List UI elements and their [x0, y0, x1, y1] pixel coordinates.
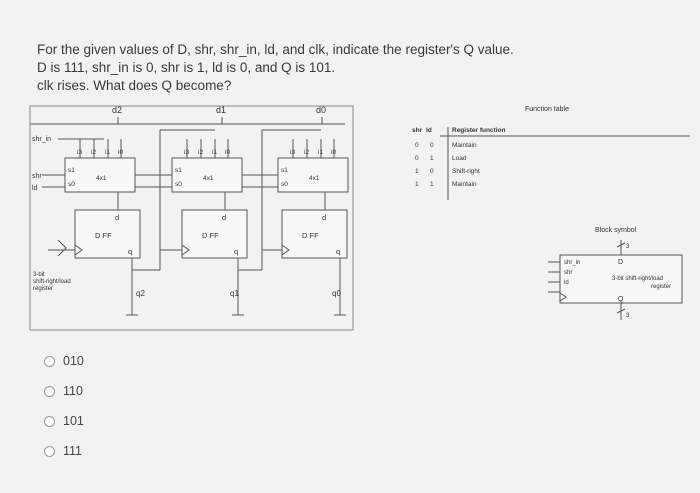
d0-label: d0	[316, 105, 327, 115]
option-label: 111	[63, 444, 83, 458]
mux1-s0: s0	[175, 181, 182, 188]
block-symbol-title: Block symbol	[595, 227, 637, 234]
shr-in-label: shr_in	[32, 136, 52, 143]
option-111[interactable]	[44, 444, 82, 458]
q2-label: q2	[136, 289, 145, 298]
q0-label: q0	[332, 289, 341, 298]
block-input-shr: shr	[564, 270, 573, 276]
mux1-i1: i1	[212, 149, 218, 156]
ft-r2-fn: Shift-right	[452, 168, 480, 175]
ft-header-shr: shr	[412, 127, 423, 134]
question-line-1: For the given values of D, shr, shr_in, ld, and clk, indicate the register's Q value.	[37, 42, 514, 57]
dff0-q: q	[336, 247, 341, 256]
caption-line-1: 3-bit	[33, 272, 45, 278]
d1-label: d1	[216, 105, 227, 115]
ft-header-ld: ld	[426, 127, 432, 134]
mux2-i3: i3	[77, 149, 83, 156]
mux0-i3: i3	[290, 149, 296, 156]
mux1-name: 4x1	[203, 175, 214, 182]
block-label-2: register	[651, 284, 672, 290]
mux2-i2: i2	[91, 149, 97, 156]
block-bottom-bus: 3	[626, 313, 630, 319]
ft-r3-fn: Maintain	[452, 181, 477, 188]
option-label: 101	[63, 414, 84, 428]
mux2-s0: s0	[68, 181, 75, 188]
block-label-1: 3-bit shift-right/load	[612, 276, 664, 282]
mux2-i1: i1	[105, 149, 111, 156]
ft-r3-shr: 1	[415, 181, 419, 188]
mux0-i1: i1	[318, 149, 324, 156]
ft-r1-shr: 0	[415, 155, 419, 162]
block-input-ld: ld	[564, 280, 569, 286]
dff2-name: D FF	[95, 231, 112, 240]
dff1-d: d	[222, 213, 227, 222]
shr-label: shr	[32, 173, 42, 180]
mux2-s1: s1	[68, 167, 75, 174]
ft-r1-ld: 1	[430, 155, 434, 162]
ft-r1-fn: Load	[452, 155, 467, 162]
d2-label: d2	[112, 105, 123, 115]
ft-header-function: Register function	[452, 127, 506, 134]
mux1-s1: s1	[175, 167, 182, 174]
ft-r0-fn: Maintain	[452, 142, 477, 149]
dff1-q: q	[234, 247, 239, 256]
mux1-i0: i0	[225, 149, 231, 156]
function-table-title: Function table	[525, 106, 569, 113]
mux0-i2: i2	[304, 149, 310, 156]
block-input-shr-in: shr_in	[564, 260, 581, 266]
dff0-name: D FF	[302, 231, 319, 240]
option-010[interactable]	[44, 354, 84, 368]
block-d: D	[618, 259, 624, 266]
radio-icon[interactable]	[44, 356, 55, 367]
option-101[interactable]	[44, 414, 84, 428]
option-label: 010	[63, 354, 84, 368]
mux2-i0: i0	[118, 149, 124, 156]
mux1-i2: i2	[198, 149, 204, 156]
option-110[interactable]	[44, 384, 83, 398]
q1-label: q1	[230, 289, 239, 298]
block-top-bus: 3	[626, 244, 630, 250]
caption-line-2: shift-right/load	[33, 279, 71, 285]
ft-r2-ld: 0	[430, 168, 434, 175]
dff0-d: d	[322, 213, 327, 222]
option-label: 110	[63, 384, 83, 398]
ft-r3-ld: 1	[430, 181, 434, 188]
dff1-name: D FF	[202, 231, 219, 240]
radio-icon[interactable]	[44, 386, 55, 397]
caption-line-3: register	[33, 286, 54, 292]
mux0-s0: s0	[281, 181, 288, 188]
ft-r0-shr: 0	[415, 142, 419, 149]
block-q: Q	[618, 296, 624, 303]
mux0-name: 4x1	[309, 175, 320, 182]
mux0-s1: s1	[281, 167, 288, 174]
ft-r0-ld: 0	[430, 142, 434, 149]
ft-r2-shr: 1	[415, 168, 419, 175]
dff2-d: d	[115, 213, 120, 222]
mux1-i3: i3	[184, 149, 190, 156]
dff2-q: q	[128, 247, 133, 256]
radio-icon[interactable]	[44, 416, 55, 427]
ld-label: ld	[32, 185, 38, 192]
mux0-i0: i0	[331, 149, 337, 156]
question-line-2: D is 111, shr_in is 0, shr is 1, ld is 0, and Q is 101.	[37, 60, 336, 75]
mux2-name: 4x1	[96, 175, 107, 182]
radio-icon[interactable]	[44, 446, 55, 457]
question-line-3: clk rises. What does Q become?	[37, 78, 232, 93]
